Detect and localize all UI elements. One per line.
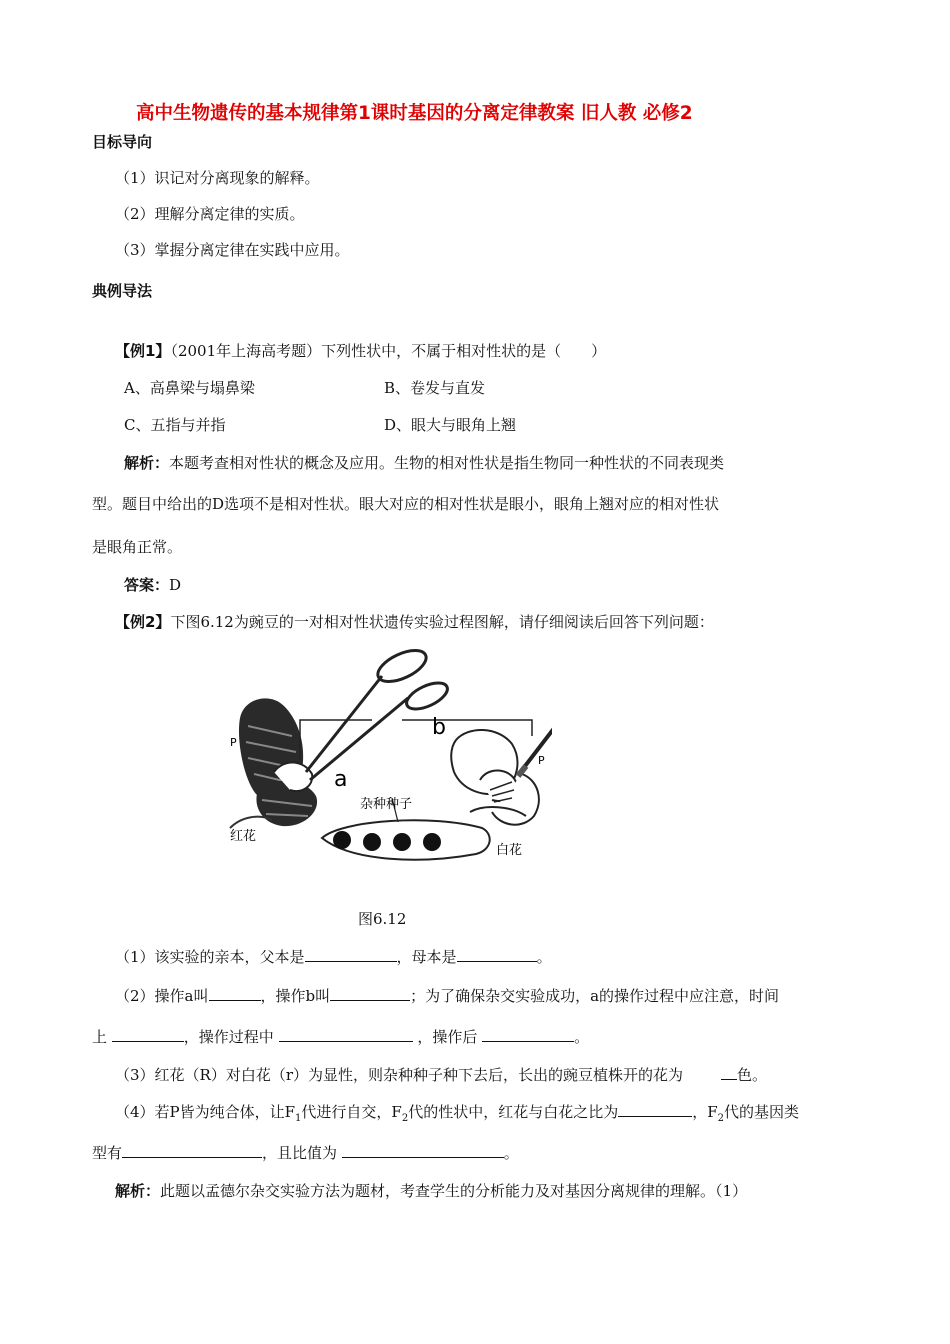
example1-analysis-line1 bbox=[124, 453, 724, 473]
option-b: B、卷发与直发 bbox=[384, 379, 486, 397]
label-red-flower: 红花 bbox=[230, 829, 257, 844]
subscript: 2 bbox=[401, 1113, 409, 1124]
answer-value: D bbox=[169, 576, 182, 594]
label-operation-a: a bbox=[334, 767, 348, 792]
answer-blank[interactable] bbox=[330, 985, 410, 1001]
question-4-line1 bbox=[115, 1101, 799, 1129]
answer-blank[interactable] bbox=[342, 1142, 504, 1158]
example1-analysis-line2: 型。题目中给出的D选项不是相对性状。眼大对应的相对性状是眼小，眼角上翘对应的相对性状 bbox=[92, 495, 720, 513]
q4-text: （4）若P皆为纯合体，让F bbox=[115, 1103, 296, 1121]
examples-heading: 典例导法 bbox=[92, 282, 153, 300]
option-a: A、高鼻梁与塌鼻梁 bbox=[124, 379, 255, 397]
subscript: 2 bbox=[717, 1113, 725, 1124]
q2-text: 上 bbox=[92, 1028, 112, 1046]
q4-text: 代的基因类 bbox=[724, 1103, 800, 1121]
answer-blank[interactable] bbox=[618, 1101, 692, 1117]
question-4-line2 bbox=[92, 1142, 519, 1163]
answer-blank[interactable] bbox=[209, 985, 261, 1001]
q4-text: 。 bbox=[503, 1144, 519, 1162]
q1-text: （1）该实验的亲本，父本是 bbox=[115, 948, 305, 966]
answer-blank[interactable] bbox=[457, 946, 537, 962]
q2-text: ，操作b叫 bbox=[260, 987, 331, 1005]
analysis-label: 解析： bbox=[124, 454, 170, 472]
q1-text: 。 bbox=[536, 948, 552, 966]
label-p-right: P bbox=[538, 754, 545, 767]
q4-text: ，且比值为 bbox=[262, 1144, 342, 1162]
analysis-text: 本题考查相对性状的概念及应用。生物的相对性状是指生物同一种性状的不同表现类 bbox=[169, 454, 725, 472]
page-title: 高中生物遗传的基本规律第1课时基因的分离定律教案 旧人教 必修2 bbox=[136, 103, 693, 124]
answer-blank[interactable] bbox=[279, 1026, 413, 1042]
q2-text: ；为了确保杂交实验成功，a的操作过程中应注意，时间 bbox=[410, 987, 780, 1005]
q1-text: ，母本是 bbox=[396, 948, 457, 966]
label-white-flower: 白花 bbox=[496, 843, 523, 858]
question-3 bbox=[115, 1064, 767, 1085]
label-hybrid-seed: 杂种种子 bbox=[360, 797, 413, 812]
goal-item: （2）理解分离定律的实质。 bbox=[115, 205, 305, 223]
answer-blank[interactable] bbox=[482, 1026, 574, 1042]
question-2-line2 bbox=[92, 1026, 589, 1047]
q3-text: （3）红花（R）对白花（r）为显性，则杂种种子种下去后，长出的豌豆植株开的花为 bbox=[115, 1066, 684, 1084]
example1-answer bbox=[124, 575, 181, 595]
analysis-label: 解析： bbox=[115, 1182, 161, 1200]
q4-text: 型有 bbox=[92, 1144, 123, 1162]
q2-text: （2）操作a叫 bbox=[115, 987, 209, 1005]
subscript: 1 bbox=[295, 1113, 302, 1124]
q4-text: 代进行自交，F bbox=[301, 1103, 402, 1121]
scissors-icon bbox=[306, 644, 451, 780]
goal-item: （3）掌握分离定律在实践中应用。 bbox=[115, 241, 350, 259]
example1-question bbox=[115, 341, 606, 361]
answer-blank[interactable] bbox=[721, 1064, 737, 1080]
q3-text: 色。 bbox=[737, 1066, 768, 1084]
label-operation-b: b bbox=[432, 715, 446, 740]
pea-cross-figure bbox=[222, 640, 552, 876]
goal-item: （1）识记对分离现象的解释。 bbox=[115, 169, 320, 187]
label-p-left: P bbox=[230, 736, 237, 749]
option-c: C、五指与并指 bbox=[124, 416, 226, 434]
q2-text: 。 bbox=[574, 1028, 590, 1046]
q4-text: 代的性状中，红花与白花之比为 bbox=[408, 1103, 619, 1121]
example2-text: 下图6.12为豌豆的一对相对性状遗传实验过程图解，请仔细阅读后回答下列问题： bbox=[170, 613, 714, 631]
answer-blank[interactable] bbox=[122, 1142, 262, 1158]
question-2-line1 bbox=[115, 985, 779, 1006]
red-flower-illustration bbox=[230, 698, 317, 828]
example1-text: （2001年上海高考题）下列性状中，不属于相对性状的是（ ） bbox=[170, 342, 607, 360]
question-1 bbox=[115, 946, 552, 967]
figure-caption: 图6.12 bbox=[358, 910, 407, 928]
analysis-text: 此题以孟德尔杂交实验方法为题材，考查学生的分析能力及对基因分离规律的理解。（1） bbox=[160, 1182, 748, 1200]
example2-analysis bbox=[115, 1181, 747, 1201]
white-flower-illustration bbox=[451, 710, 552, 825]
example2-tag: 【例2】 bbox=[115, 613, 171, 631]
option-d: D、眼大与眼角上翘 bbox=[384, 416, 517, 434]
q2-text: ，操作过程中 bbox=[183, 1028, 279, 1046]
answer-blank[interactable] bbox=[112, 1026, 184, 1042]
q4-text: ，F bbox=[692, 1103, 718, 1121]
answer-label: 答案： bbox=[124, 576, 170, 594]
example1-tag: 【例1】 bbox=[115, 342, 171, 360]
example1-analysis-line3: 是眼角正常。 bbox=[92, 538, 183, 556]
answer-blank[interactable] bbox=[305, 946, 397, 962]
goals-heading: 目标导向 bbox=[92, 133, 153, 151]
example2-intro bbox=[115, 612, 714, 632]
q2-text: ，操作后 bbox=[412, 1028, 483, 1046]
